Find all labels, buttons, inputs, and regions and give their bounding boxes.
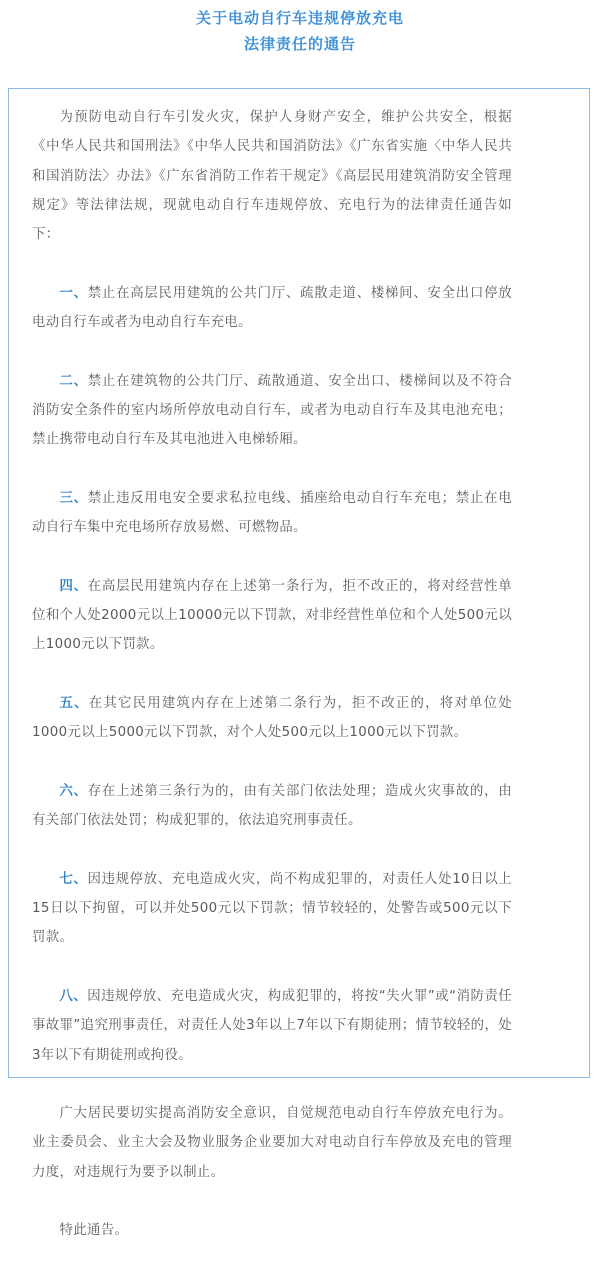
clause-number: 二、	[59, 373, 88, 389]
clause-text: 禁止在高层民用建筑的公共门厅、疏散走道、楼梯间、安全出口停放电动自行车或者为电动自行车充电。	[32, 285, 512, 331]
clause-text: 在其它民用建筑内存在上述第二条行为，拒不改正的，将对单位处1000元以上5000元以下罚款，对个人处500元以上1000元以下罚款。	[32, 695, 513, 741]
clause-6	[32, 777, 512, 836]
clause-number: 三、	[59, 490, 88, 506]
clause-text: 在高层民用建筑内存在上述第一条行为，拒不改正的，将对经营性单位和个人处2000元以上10000元以下罚款，对非经营性单位和个人处500元以上1000元以下罚款。	[32, 578, 512, 653]
clause-number: 四、	[59, 578, 88, 594]
clause-text: 因违规停放、充电造成火灾，尚不构成犯罪的，对责任人处10日以上15日以下拘留，可以并处500元以下罚款；情节较轻的，处警告或500元以下罚款。	[32, 871, 513, 946]
clause-number: 七、	[59, 871, 88, 887]
clause-3	[32, 484, 512, 543]
clause-2	[32, 367, 512, 455]
clause-8	[32, 982, 512, 1070]
sign-off: 特此通告。	[59, 1223, 129, 1239]
title-line-1: 关于电动自行车违规停放充电	[195, 9, 404, 27]
clause-number: 一、	[59, 285, 88, 301]
clause-1	[32, 279, 512, 338]
clause-5	[32, 689, 512, 748]
clause-4	[32, 572, 512, 660]
title-line-2: 法律责任的通告	[243, 35, 356, 53]
notice-body-box	[8, 88, 590, 1239]
document-title	[0, 5, 600, 57]
clause-text: 因违规停放、充电造成火灾，构成犯罪的，将按“失火罪”或“消防责任事故罪”追究刑事责任，对责任人处3年以上7年以下有期徒刑；情节较轻的，处3年以下有期徒刑或拘役。	[32, 988, 513, 1063]
intro-paragraph: 为预防电动自行车引发火灾，保护人身财产安全，维护公共安全，根据《中华人民共和国刑法》《中华人民共和国消防法》《广东省实施〈中华人民共和国消防法〉办法》《广东省消防工作若干规定》《高层民用建筑消防安全管理规定》等法律法规，现就电动自行车违规停放、充电行为的法律责任通告如下：	[32, 110, 512, 243]
clause-number: 六、	[59, 783, 88, 799]
closing-paragraph: 广大居民要切实提高消防安全意识，自觉规范电动自行车停放充电行为。业主委员会、业主大会及物业服务企业要加大对电动自行车停放及充电的管理力度，对违规行为要予以制止。	[32, 1106, 512, 1180]
clause-text: 存在上述第三条行为的，由有关部门依法处理；造成火灾事故的，由有关部门依法处罚；构成犯罪的，依法追究刑事责任。	[32, 783, 512, 829]
clause-number: 八、	[59, 988, 88, 1004]
clause-text: 禁止违反用电安全要求私拉电线、插座给电动自行车充电；禁止在电动自行车集中充电场所存放易燃、可燃物品。	[32, 490, 512, 536]
notice-content	[32, 103, 512, 1275]
clause-7	[32, 865, 512, 953]
clause-text: 禁止在建筑物的公共门厅、疏散通道、安全出口、楼梯间以及不符合消防安全条件的室内场所停放电动自行车，或者为电动自行车及其电池充电；禁止携带电动自行车及其电池进入电梯轿厢。	[32, 373, 512, 448]
clause-number: 五、	[59, 695, 89, 711]
